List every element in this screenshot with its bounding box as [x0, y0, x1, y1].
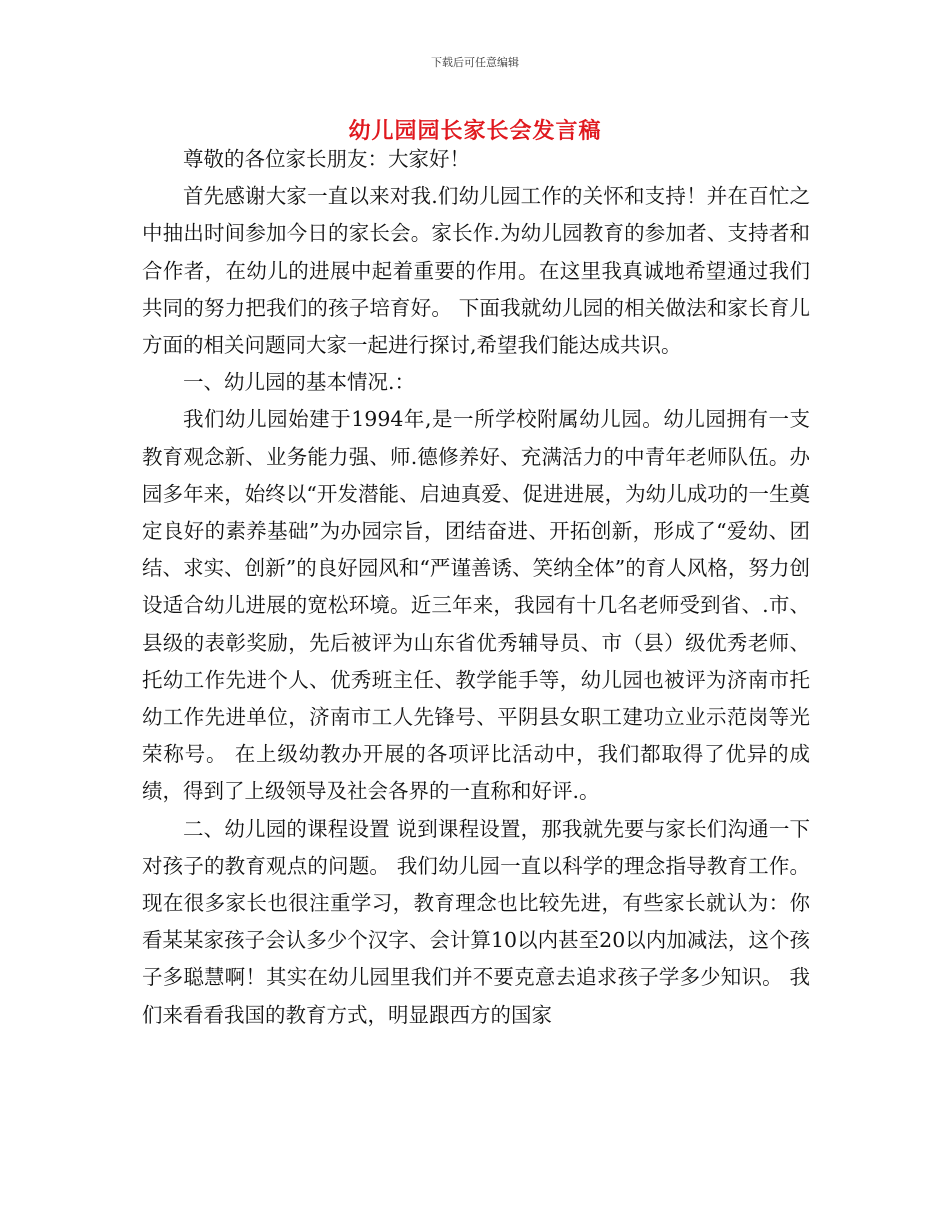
header-note: 下载后可任意编辑 [431, 56, 519, 69]
paragraph-intro: 首先感谢大家一直以来对我.们幼儿园工作的关怀和支持！并在百忙之中抽出时间参加今日的家长会。家长作.为幼儿园教育的参加者、支持者和合作者，在幼儿的进展中起着重要的作用。在这里我真诚地希望通过我们共同的努力把我们的孩子培育好。 下面我就幼儿园的相关做法和家长育儿方面的相关问题同大家一起进行探讨,希望我们能达成共识。 [142, 184, 810, 358]
section-heading-basic-info: 一、幼儿园的基本情况.： [183, 370, 416, 395]
document-body [142, 141, 810, 1034]
paragraph-greeting: 尊敬的各位家长朋友：大家好！ [183, 147, 470, 171]
paragraph-basic-info: 我们幼儿园始建于1994年,是一所学校附属幼儿园。幼儿园拥有一支教育观念新、业务能力强、师.德修养好、充满活力的中青年老师队伍。办园多年来，始终以“开发潜能、启迪真爱、促进进展，为幼儿成功的一生奠定良好的素养基础”为办园宗旨，团结奋进、开拓创新，形成了“爱幼、团结、求实、创新”的良好园风和“严谨善诱、笑纳全体”的育人风格，努力创设适合幼儿进展的宽松环境。近三年来，我园有十几名老师受到省、.市、县级的表彰奖励，先后被评为山东省优秀辅导员、市（县）级优秀老师、托幼工作先进个人、优秀班主任、教学能手等，幼儿园也被评为济南市托幼工作先进单位，济南市工人先锋号、平阴县女职工建功立业示范岗等光荣称号。 在上级幼教办开展的各项评比活动中，我们都取得了优异的成绩，得到了上级领导及社会各界的一直称和好评.。 [142, 407, 810, 804]
document-title: 幼儿园园长家长会发言稿 [348, 118, 602, 144]
paragraph-curriculum: 二、幼儿园的课程设置 说到课程设置，那我就先要与家长们沟通一下对孩子的教育观点的问题。 我们幼儿园一直以科学的理念指导教育工作。现在很多家长也很注重学习，教育理念也比较先进，有些家长就认为：你看某某家孩子会认多少个汉字、会计算10以内甚至20以内加减法，这个孩子多聪慧啊！其实在幼儿园里我们并不要克意去追求孩子学多少知识。 我们来看看我国的教育方式，明显跟西方的国家 [142, 816, 810, 1027]
